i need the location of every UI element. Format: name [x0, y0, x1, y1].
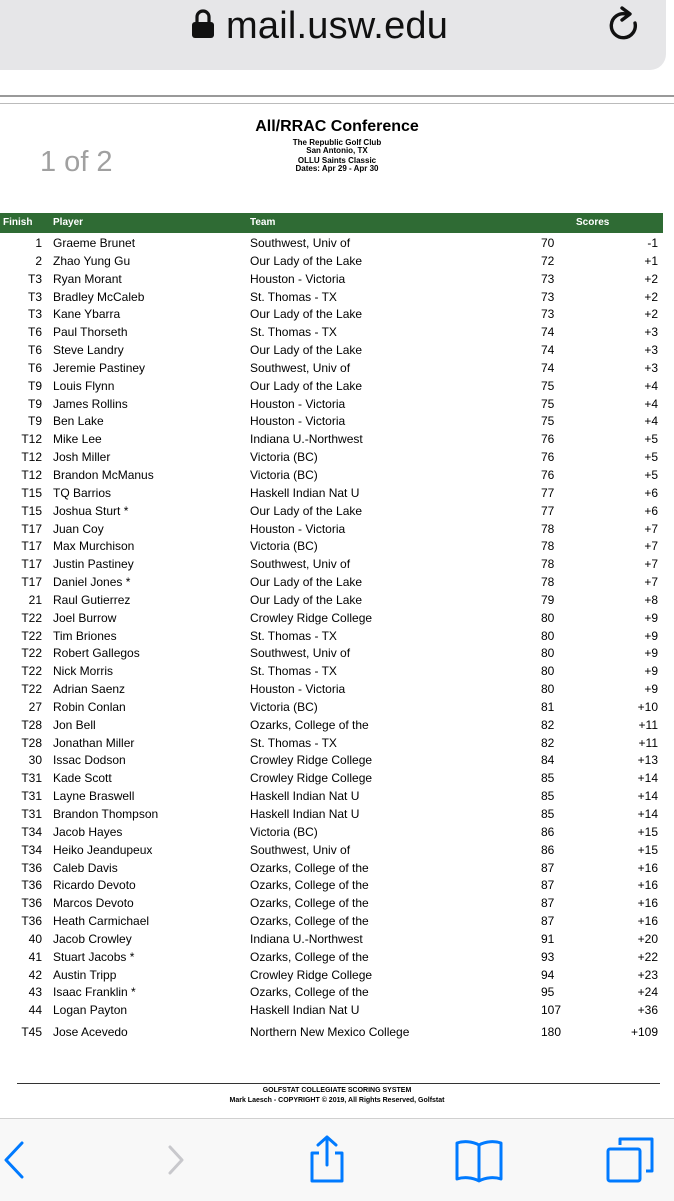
to-par-cell: +8 — [644, 592, 658, 607]
player-cell: Mike Lee — [53, 432, 102, 447]
player-cell: Adrian Saenz — [53, 682, 126, 697]
back-icon[interactable] — [0, 1135, 44, 1185]
to-par-cell: +7 — [644, 539, 658, 554]
player-cell: TQ Barrios — [53, 485, 112, 500]
score-cell: 85 — [541, 771, 555, 786]
player-cell: Kane Ybarra — [53, 307, 121, 322]
team-cell: Houston - Victoria — [250, 521, 346, 536]
results-table-header — [0, 213, 663, 233]
finish-cell: T28 — [21, 717, 42, 732]
score-cell: 80 — [541, 682, 555, 697]
team-cell: Southwest, Univ of — [250, 360, 351, 375]
table-row — [0, 949, 674, 967]
finish-cell: T9 — [27, 378, 42, 393]
score-cell: 84 — [541, 753, 555, 768]
table-row — [0, 449, 674, 467]
footer-divider — [17, 1083, 660, 1084]
player-cell: Max Murchison — [53, 539, 135, 554]
score-cell: 78 — [541, 539, 555, 554]
table-row — [0, 681, 674, 699]
table-row — [0, 984, 674, 1002]
score-cell: 80 — [541, 664, 555, 679]
event-line: OLLU Saints Classic — [297, 156, 377, 165]
player-cell: Robert Gallegos — [53, 646, 140, 661]
team-cell: Victoria (BC) — [250, 539, 318, 554]
table-row — [0, 503, 674, 521]
score-cell: 70 — [541, 236, 555, 250]
to-par-cell: +16 — [637, 896, 658, 911]
tabs-icon[interactable] — [604, 1135, 654, 1185]
score-cell: 80 — [541, 628, 555, 643]
to-par-cell: +15 — [637, 842, 658, 857]
score-cell: 74 — [541, 343, 555, 358]
to-par-cell: +2 — [644, 307, 658, 322]
team-cell: Ozarks, College of the — [250, 717, 369, 732]
score-cell: 74 — [541, 360, 555, 375]
finish-cell: T31 — [21, 807, 42, 821]
col-player: Player — [53, 217, 84, 228]
table-row — [0, 931, 674, 949]
finish-cell: 40 — [28, 931, 42, 946]
score-cell: 73 — [541, 289, 555, 304]
to-par-cell: +3 — [644, 325, 658, 340]
to-par-cell: +36 — [637, 1003, 658, 1018]
table-row — [0, 895, 674, 913]
team-cell: Ozarks, College of the — [250, 949, 369, 964]
finish-cell: T22 — [21, 628, 42, 643]
finish-cell: T15 — [21, 503, 42, 518]
to-par-cell: +16 — [637, 860, 658, 875]
table-row — [0, 842, 674, 860]
col-scores: Scores — [576, 217, 610, 228]
table-row — [0, 717, 674, 735]
finish-cell: T12 — [21, 450, 42, 465]
to-par-cell: +109 — [630, 1025, 658, 1040]
finish-cell: T34 — [21, 842, 42, 857]
finish-cell: T3 — [27, 271, 42, 286]
table-row — [0, 628, 674, 646]
table-row — [0, 235, 674, 253]
team-cell: Victoria (BC) — [250, 450, 318, 465]
to-par-cell: +7 — [644, 575, 658, 590]
finish-cell: 21 — [28, 592, 42, 607]
table-row — [0, 253, 674, 271]
team-cell: Northern New Mexico College — [250, 1025, 410, 1040]
to-par-cell: -1 — [647, 236, 658, 250]
player-cell: Bradley McCaleb — [53, 289, 145, 304]
player-cell: Heath Carmichael — [53, 914, 150, 929]
player-cell: Ryan Morant — [53, 271, 122, 286]
player-cell: Jeremie Pastiney — [53, 360, 146, 375]
score-cell: 80 — [541, 646, 555, 661]
to-par-cell: +14 — [637, 807, 658, 821]
to-par-cell: +6 — [644, 485, 658, 500]
finish-cell: T31 — [21, 789, 42, 804]
finish-cell: T9 — [27, 396, 42, 411]
team-cell: St. Thomas - TX — [250, 735, 337, 750]
player-cell: Tim Briones — [53, 628, 117, 643]
player-cell: Joshua Sturt * — [53, 503, 129, 518]
finish-cell: T6 — [27, 343, 42, 358]
score-cell: 79 — [541, 592, 555, 607]
table-row — [0, 770, 674, 788]
player-cell: Kade Scott — [53, 771, 112, 786]
score-cell: 180 — [541, 1025, 562, 1040]
table-row — [0, 360, 674, 378]
finish-cell: 41 — [28, 949, 42, 964]
player-cell: Joel Burrow — [53, 610, 117, 625]
to-par-cell: +7 — [644, 521, 658, 536]
footer-system: GOLFSTAT COLLEGIATE SCORING SYSTEM — [262, 1087, 412, 1094]
score-cell: 86 — [541, 842, 555, 857]
player-cell: Heiko Jeandupeux — [53, 842, 153, 857]
team-cell: Crowley Ridge College — [250, 967, 373, 982]
finish-cell: 44 — [28, 1003, 42, 1018]
table-row — [0, 645, 674, 663]
score-cell: 75 — [541, 396, 555, 411]
player-cell: Robin Conlan — [53, 699, 126, 714]
address-bar[interactable] — [0, 0, 666, 70]
to-par-cell: +23 — [637, 967, 658, 982]
team-cell: Southwest, Univ of — [250, 646, 351, 661]
to-par-cell: +14 — [637, 789, 658, 804]
divider — [0, 103, 674, 104]
table-row — [0, 378, 674, 396]
score-cell: 94 — [541, 967, 555, 982]
finish-cell: T22 — [21, 682, 42, 697]
to-par-cell: +6 — [644, 503, 658, 518]
to-par-cell: +11 — [638, 717, 658, 732]
finish-cell: T12 — [21, 432, 42, 447]
finish-cell: 2 — [35, 253, 42, 268]
finish-cell: 30 — [28, 753, 42, 768]
player-cell: Justin Pastiney — [53, 557, 134, 572]
table-row — [0, 699, 674, 717]
score-cell: 75 — [541, 378, 555, 393]
player-cell: Nick Morris — [53, 664, 113, 679]
team-cell: Southwest, Univ of — [250, 842, 351, 857]
finish-cell: T17 — [21, 575, 42, 590]
table-row — [0, 556, 674, 574]
team-cell: Crowley Ridge College — [250, 610, 373, 625]
player-cell: Steve Landry — [53, 343, 124, 358]
table-row — [0, 860, 674, 878]
player-cell: Daniel Jones * — [53, 575, 131, 590]
player-cell: Issac Dodson — [53, 753, 126, 768]
to-par-cell: +5 — [644, 432, 658, 447]
player-cell: Jacob Hayes — [53, 824, 123, 839]
table-row — [0, 824, 674, 842]
venue-line: The Republic Golf Club — [292, 138, 382, 147]
finish-cell: T6 — [27, 325, 42, 340]
table-row — [0, 521, 674, 539]
to-par-cell: +11 — [638, 735, 658, 750]
finish-cell: T34 — [21, 824, 42, 839]
team-cell: St. Thomas - TX — [250, 289, 337, 304]
to-par-cell: +24 — [637, 985, 658, 1000]
to-par-cell: +10 — [637, 699, 658, 714]
player-cell: Austin Tripp — [53, 967, 117, 982]
score-cell: 87 — [541, 896, 555, 911]
finish-cell: T36 — [21, 878, 42, 893]
table-row — [0, 735, 674, 753]
team-cell: St. Thomas - TX — [250, 664, 337, 679]
team-cell: Haskell Indian Nat U — [250, 807, 360, 821]
score-cell: 87 — [541, 914, 555, 929]
team-cell: Southwest, Univ of — [250, 557, 351, 572]
team-cell: Southwest, Univ of — [250, 236, 351, 250]
finish-cell: T3 — [27, 307, 42, 322]
table-row — [0, 431, 674, 449]
finish-cell: T22 — [21, 664, 42, 679]
team-cell: Ozarks, College of the — [250, 896, 369, 911]
player-cell: Stuart Jacobs * — [53, 949, 135, 964]
team-cell: Our Lady of the Lake — [250, 378, 363, 393]
score-cell: 82 — [541, 735, 555, 750]
to-par-cell: +9 — [644, 646, 658, 661]
score-cell: 75 — [541, 414, 555, 429]
to-par-cell: +15 — [637, 824, 658, 839]
team-cell: Ozarks, College of the — [250, 914, 369, 929]
player-cell: Layne Braswell — [53, 789, 135, 804]
score-cell: 107 — [541, 1003, 562, 1018]
score-cell: 73 — [541, 307, 555, 322]
player-cell: Brandon Thompson — [53, 807, 159, 821]
table-row — [0, 574, 674, 592]
table-row — [0, 913, 674, 931]
score-cell: 82 — [541, 717, 555, 732]
table-row — [0, 467, 674, 485]
score-cell: 78 — [541, 575, 555, 590]
finish-cell: T22 — [21, 646, 42, 661]
finish-cell: 43 — [28, 985, 42, 1000]
dates-line: Dates: Apr 29 - Apr 30 — [295, 164, 379, 173]
score-cell: 81 — [541, 699, 555, 714]
score-cell: 87 — [541, 878, 555, 893]
team-cell: Our Lady of the Lake — [250, 575, 363, 590]
score-cell: 85 — [541, 807, 555, 821]
to-par-cell: +9 — [644, 682, 658, 697]
to-par-cell: +20 — [637, 931, 658, 946]
report-title: All/RRAC Conference — [255, 118, 419, 135]
forward-icon[interactable] — [150, 1135, 200, 1185]
book-icon[interactable] — [454, 1135, 504, 1185]
player-cell: Zhao Yung Gu — [53, 253, 131, 268]
divider — [0, 95, 674, 97]
player-cell: Isaac Franklin * — [53, 985, 136, 1000]
team-cell: Our Lady of the Lake — [250, 307, 363, 322]
team-cell: Houston - Victoria — [250, 414, 346, 429]
player-cell: Marcos Devoto — [53, 896, 134, 911]
table-row — [0, 396, 674, 414]
to-par-cell: +5 — [644, 450, 658, 465]
team-cell: Indiana U.-Northwest — [250, 931, 363, 946]
team-cell: Crowley Ridge College — [250, 753, 373, 768]
to-par-cell: +4 — [644, 396, 658, 411]
table-row — [0, 538, 674, 556]
table-row — [0, 1024, 674, 1042]
score-cell: 85 — [541, 789, 555, 804]
team-cell: Our Lady of the Lake — [250, 253, 363, 268]
finish-cell: T36 — [21, 896, 42, 911]
player-cell: Raul Gutierrez — [53, 592, 131, 607]
to-par-cell: +2 — [644, 289, 658, 304]
table-row — [0, 413, 674, 431]
player-cell: Brandon McManus — [53, 467, 154, 482]
table-row — [0, 306, 674, 324]
player-cell: Ricardo Devoto — [53, 878, 136, 893]
finish-cell: T17 — [21, 539, 42, 554]
score-cell: 74 — [541, 325, 555, 340]
table-row — [0, 877, 674, 895]
finish-cell: T31 — [21, 771, 42, 786]
table-row — [0, 788, 674, 806]
table-row — [0, 967, 674, 985]
col-team: Team — [250, 217, 276, 228]
finish-cell: T15 — [21, 485, 42, 500]
browser-bottom-toolbar — [0, 1118, 674, 1201]
score-cell: 78 — [541, 521, 555, 536]
to-par-cell: +3 — [644, 360, 658, 375]
player-cell: Paul Thorseth — [53, 325, 128, 340]
to-par-cell: +4 — [644, 414, 658, 429]
player-cell: Logan Payton — [53, 1003, 128, 1018]
location-line: San Antonio, TX — [306, 146, 368, 155]
player-cell: Caleb Davis — [53, 860, 118, 875]
col-finish: Finish — [3, 217, 33, 228]
player-cell: Jose Acevedo — [53, 1025, 128, 1040]
score-cell: 86 — [541, 824, 555, 839]
to-par-cell: +16 — [637, 878, 658, 893]
score-cell: 73 — [541, 271, 555, 286]
score-cell: 76 — [541, 467, 555, 482]
team-cell: Ozarks, College of the — [250, 878, 369, 893]
to-par-cell: +14 — [637, 771, 658, 786]
to-par-cell: +13 — [637, 753, 658, 768]
team-cell: Our Lady of the Lake — [250, 503, 363, 518]
score-cell: 78 — [541, 557, 555, 572]
player-cell: James Rollins — [53, 396, 128, 411]
score-cell: 77 — [541, 503, 555, 518]
team-cell: Ozarks, College of the — [250, 860, 369, 875]
player-cell: Jon Bell — [53, 717, 96, 732]
url-text[interactable]: mail.usw.edu — [226, 5, 449, 47]
finish-cell: T28 — [21, 735, 42, 750]
team-cell: Haskell Indian Nat U — [250, 789, 360, 804]
table-row — [0, 342, 674, 360]
to-par-cell: +4 — [644, 378, 658, 393]
score-cell: 95 — [541, 985, 555, 1000]
team-cell: St. Thomas - TX — [250, 628, 337, 643]
player-cell: Juan Coy — [53, 521, 104, 536]
reload-icon[interactable] — [604, 6, 644, 46]
player-cell: Louis Flynn — [53, 378, 115, 393]
score-cell: 87 — [541, 860, 555, 875]
finish-cell: 1 — [35, 236, 42, 250]
score-cell: 91 — [541, 931, 555, 946]
page-indicator: 1 of 2 — [40, 146, 113, 178]
table-row — [0, 663, 674, 681]
table-row — [0, 610, 674, 628]
table-row — [0, 271, 674, 289]
to-par-cell: +16 — [637, 914, 658, 929]
finish-cell: T36 — [21, 860, 42, 875]
team-cell: Haskell Indian Nat U — [250, 1003, 360, 1018]
team-cell: Houston - Victoria — [250, 271, 346, 286]
to-par-cell: +22 — [637, 949, 658, 964]
score-cell: 72 — [541, 253, 555, 268]
team-cell: Our Lady of the Lake — [250, 592, 363, 607]
finish-cell: T22 — [21, 610, 42, 625]
team-cell: Crowley Ridge College — [250, 771, 373, 786]
team-cell: Our Lady of the Lake — [250, 343, 363, 358]
team-cell: Victoria (BC) — [250, 824, 318, 839]
score-cell: 76 — [541, 450, 555, 465]
browser-top-bar — [0, 0, 674, 92]
share-icon[interactable] — [302, 1135, 352, 1185]
to-par-cell: +7 — [644, 557, 658, 572]
finish-cell: T17 — [21, 521, 42, 536]
finish-cell: T17 — [21, 557, 42, 572]
player-cell: Ben Lake — [53, 414, 104, 429]
table-row — [0, 806, 674, 824]
team-cell: Victoria (BC) — [250, 467, 318, 482]
team-cell: Ozarks, College of the — [250, 985, 369, 1000]
team-cell: Victoria (BC) — [250, 699, 318, 714]
table-row — [0, 752, 674, 770]
score-cell: 76 — [541, 432, 555, 447]
finish-cell: T6 — [27, 360, 42, 375]
finish-cell: T36 — [21, 914, 42, 929]
table-row — [0, 592, 674, 610]
score-cell: 93 — [541, 949, 555, 964]
to-par-cell: +9 — [644, 610, 658, 625]
finish-cell: 42 — [28, 967, 42, 982]
finish-cell: T45 — [21, 1025, 42, 1040]
finish-cell: T12 — [21, 467, 42, 482]
footer-copyright: Mark Laesch - COPYRIGHT © 2019, All Rights Reserved, Golfstat — [229, 1097, 445, 1104]
to-par-cell: +3 — [644, 343, 658, 358]
to-par-cell: +9 — [644, 628, 658, 643]
finish-cell: T3 — [27, 289, 42, 304]
team-cell: Houston - Victoria — [250, 396, 346, 411]
finish-cell: 27 — [28, 699, 42, 714]
to-par-cell: +5 — [644, 467, 658, 482]
team-cell: Houston - Victoria — [250, 682, 346, 697]
table-row — [0, 324, 674, 342]
table-row — [0, 1002, 674, 1020]
team-cell: Haskell Indian Nat U — [250, 485, 360, 500]
player-cell: Graeme Brunet — [53, 236, 136, 250]
player-cell: Josh Miller — [53, 450, 111, 465]
finish-cell: T9 — [27, 414, 42, 429]
score-cell: 77 — [541, 485, 555, 500]
team-cell: St. Thomas - TX — [250, 325, 337, 340]
player-cell: Jonathan Miller — [53, 735, 135, 750]
to-par-cell: +1 — [644, 253, 658, 268]
score-cell: 80 — [541, 610, 555, 625]
player-cell: Jacob Crowley — [53, 931, 132, 946]
table-row — [0, 485, 674, 503]
to-par-cell: +9 — [644, 664, 658, 679]
results-table-body — [0, 235, 674, 1042]
to-par-cell: +2 — [644, 271, 658, 286]
lock-icon — [190, 9, 216, 39]
table-row — [0, 289, 674, 307]
team-cell: Indiana U.-Northwest — [250, 432, 363, 447]
